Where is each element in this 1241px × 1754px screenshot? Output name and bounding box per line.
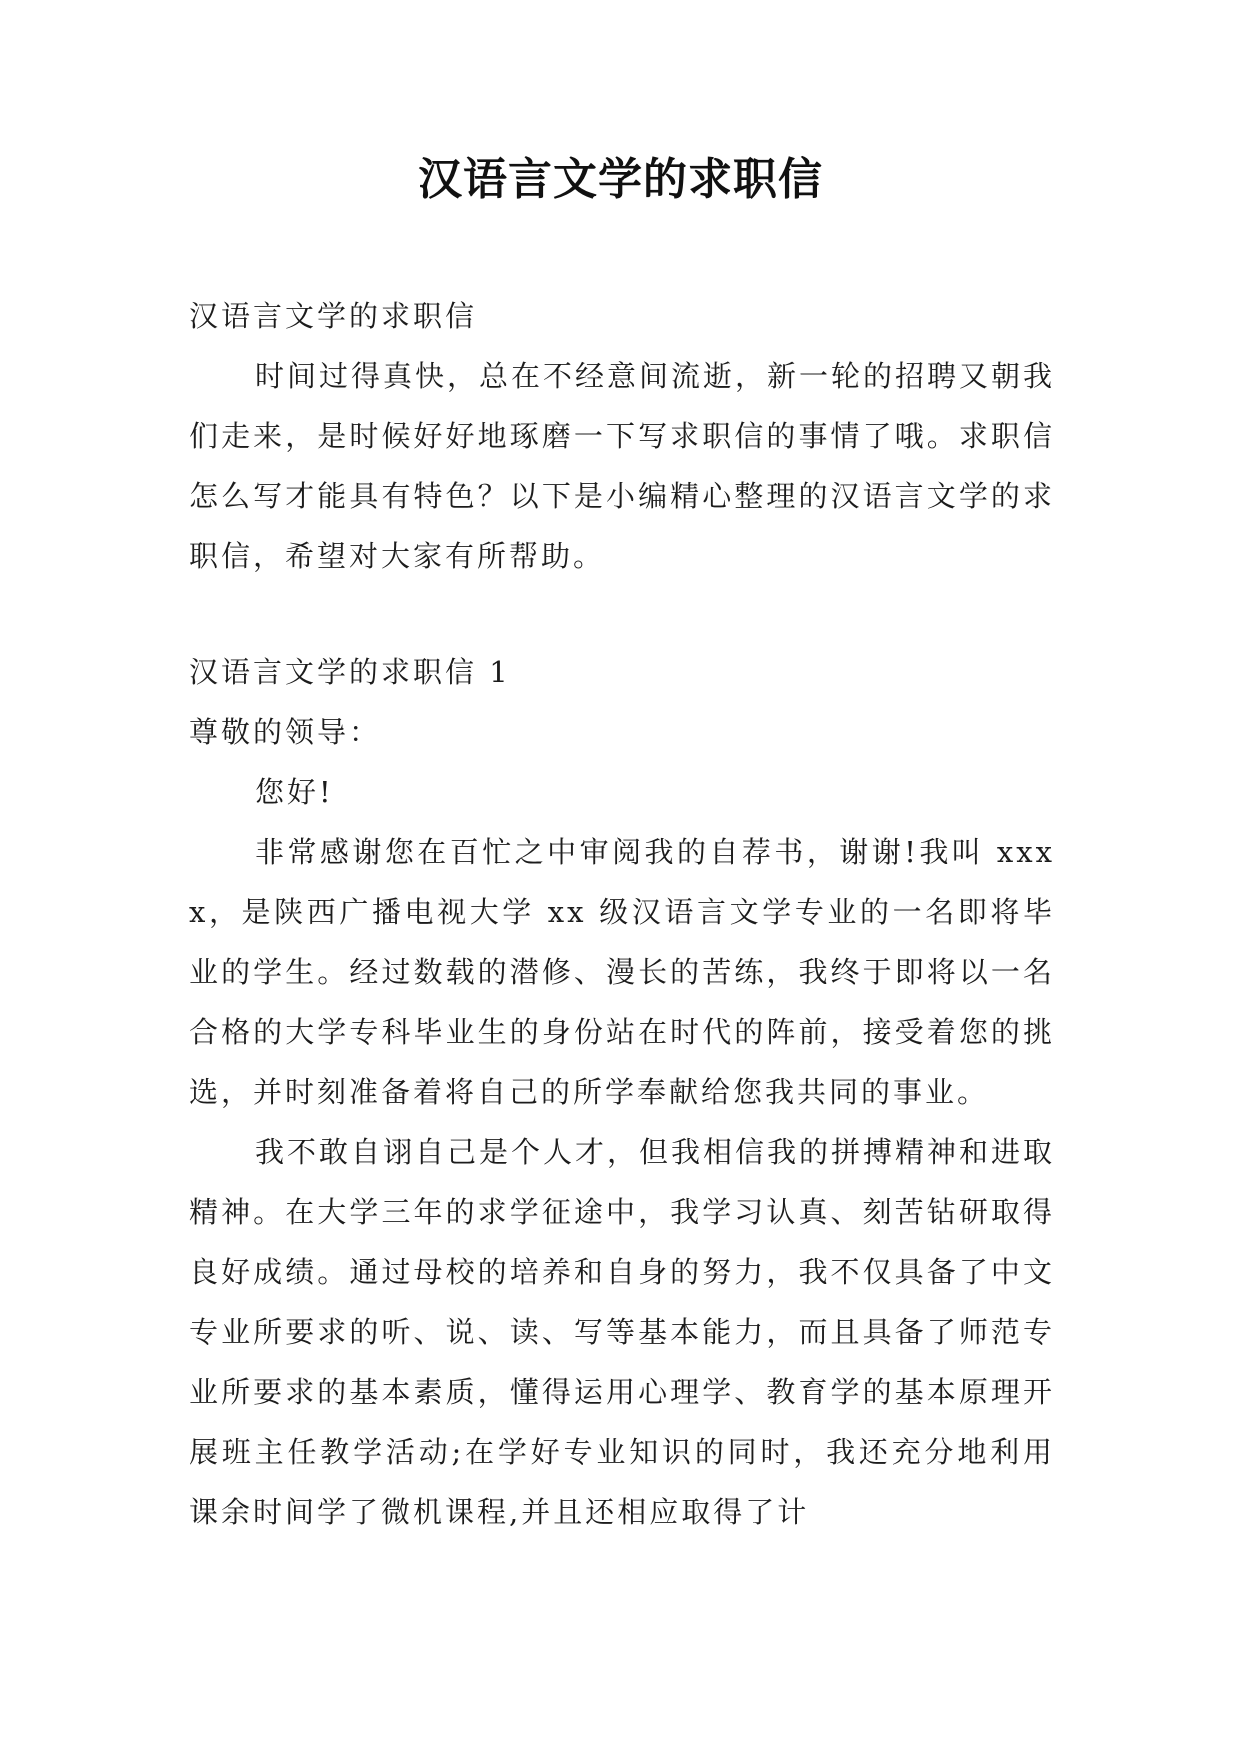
letter-paragraph-1: 非常感谢您在百忙之中审阅我的自荐书，谢谢!我叫 xxxx，是陕西广播电视大学 xx 级汉语言文学专业的一名即将毕业的学生。经过数载的潜修、漫长的苦练，我终于即将以一名合格的大学专科毕业生的身份站在时代的阵前，接受着您的挑选，并时刻准备着将自己的所学奉献给您我共同的事业。 xyxy=(189,835,1055,1109)
intro-heading: 汉语言文学的求职信 xyxy=(189,299,478,333)
document-body xyxy=(189,286,1055,1542)
intro-paragraph: 时间过得真快，总在不经意间流逝，新一轮的招聘又朝我们走来，是时候好好地琢磨一下写求职信的事情了哦。求职信怎么写才能具有特色？以下是小编精心整理的汉语言文学的求职信，希望对大家有所帮助。 xyxy=(189,359,1056,573)
letter-paragraph-2: 我不敢自诩自己是个人才，但我相信我的拼搏精神和进取精神。在大学三年的求学征途中，我学习认真、刻苦钻研取得良好成绩。通过母校的培养和自身的努力，我不仅具备了中文专业所要求的听、说、读、写等基本能力，而且具备了师范专业所要求的基本素质，懂得运用心理学、教育学的基本原理开展班主任教学活动;在学好专业知识的同时，我还充分地利用课余时间学了微机课程,并且还相应取得了计 xyxy=(189,1135,1056,1529)
page-title: 汉语言文学的求职信 xyxy=(418,154,823,205)
greeting: 您好! xyxy=(255,775,334,809)
salutation: 尊敬的领导： xyxy=(189,715,382,749)
letter-heading: 汉语言文学的求职信 1 xyxy=(189,655,511,689)
